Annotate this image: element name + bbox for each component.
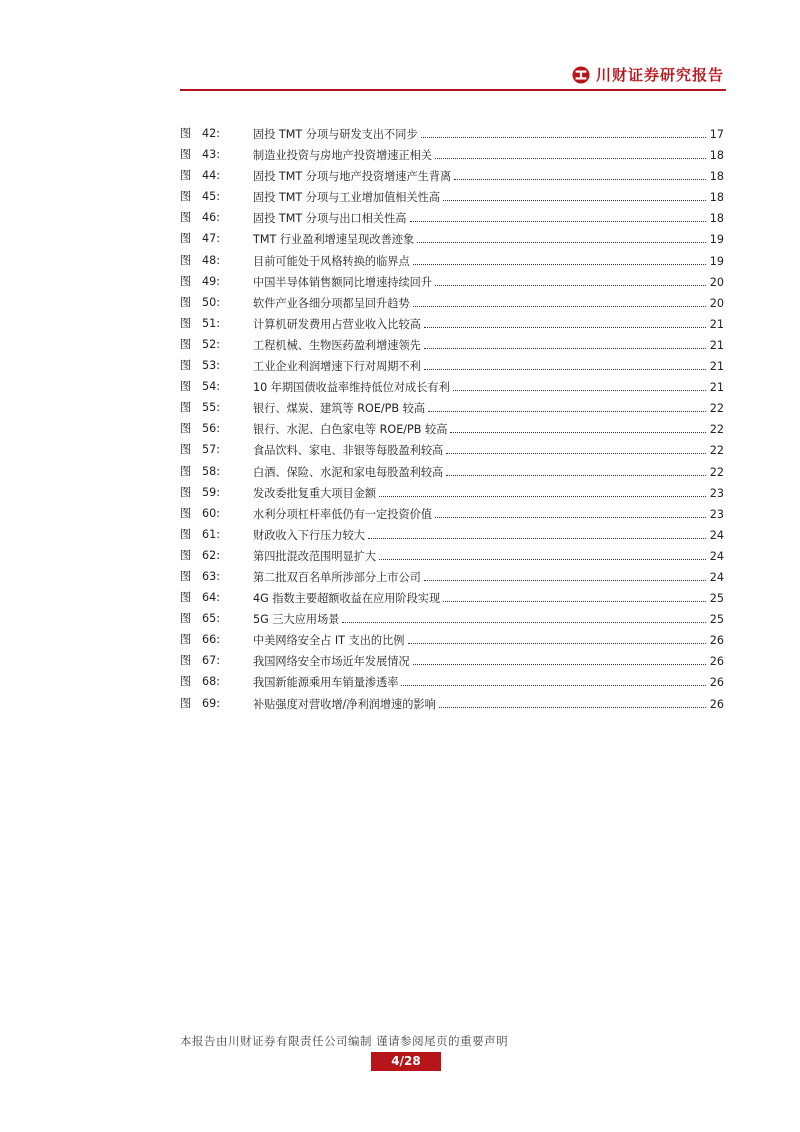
brand-logo-icon xyxy=(572,66,590,84)
toc-entry-caption: 图 xyxy=(180,169,192,183)
dot-leader xyxy=(428,401,706,412)
dot-leader xyxy=(435,507,706,518)
toc-entry-number: 51: xyxy=(202,316,221,330)
toc-entry[interactable] xyxy=(180,612,724,633)
dot-leader xyxy=(417,232,706,243)
toc-entry-caption: 图 xyxy=(180,295,192,309)
dot-leader xyxy=(435,148,706,159)
toc-entry-page: 25 xyxy=(709,613,724,627)
toc-entry-number: 65: xyxy=(202,612,221,626)
toc-entry-title: 固投 TMT 分项与工业增加值相关性高 xyxy=(253,191,441,205)
dot-leader xyxy=(424,570,706,581)
dot-leader xyxy=(450,422,706,433)
toc-entry[interactable] xyxy=(180,528,724,549)
brand-name: 川财证券研究报告 xyxy=(595,66,724,84)
toc-entry-number: 67: xyxy=(202,654,221,668)
toc-entry[interactable] xyxy=(180,317,724,338)
toc-entry-page: 21 xyxy=(709,338,724,352)
toc-entry-title: 补贴强度对营收增/净利润增速的影响 xyxy=(253,697,436,711)
toc-entry-number: 69: xyxy=(202,696,221,710)
toc-entry-title: 我国网络安全市场近年发展情况 xyxy=(253,655,410,669)
toc-entry[interactable] xyxy=(180,633,724,654)
toc-entry[interactable] xyxy=(180,654,724,675)
dot-leader xyxy=(408,633,707,644)
toc-entry-page: 17 xyxy=(709,128,724,141)
toc-entry-title: 第四批混改范围明显扩大 xyxy=(253,549,377,563)
toc-entry-title: 银行、水泥、白色家电等 ROE/PB 较高 xyxy=(253,423,448,437)
toc-entry[interactable] xyxy=(180,443,724,464)
toc-entry-title: 5G 三大应用场景 xyxy=(253,613,340,627)
toc-entry-page: 18 xyxy=(709,212,724,226)
dot-leader xyxy=(443,591,706,602)
toc-entry-number: 61: xyxy=(202,527,221,541)
toc-entry-number: 58: xyxy=(202,464,221,478)
dot-leader xyxy=(446,465,706,476)
dot-leader xyxy=(424,317,706,328)
dot-leader xyxy=(368,528,706,539)
toc-entry-number: 45: xyxy=(202,190,221,204)
toc-entry-title: 食品饮料、家电、非银等每股盈利较高 xyxy=(253,444,444,458)
dot-leader xyxy=(379,486,706,497)
toc-entry-number: 46: xyxy=(202,211,221,225)
toc-entry-number: 56: xyxy=(202,422,221,436)
toc-entry-caption: 图 xyxy=(180,591,192,605)
toc-entry-page: 20 xyxy=(709,296,724,310)
toc-entry-number: 42: xyxy=(202,127,221,140)
toc-entry-caption: 图 xyxy=(180,633,192,647)
toc-entry-page: 22 xyxy=(709,465,724,479)
toc-entry-title: 水利分项杠杆率低仍有一定投资价值 xyxy=(253,507,433,521)
toc-entry[interactable] xyxy=(180,359,724,380)
toc-entry-number: 50: xyxy=(202,295,221,309)
toc-entry-page: 26 xyxy=(709,655,724,669)
toc-entry-title: 中美网络安全占 IT 支出的比例 xyxy=(253,634,405,648)
toc-entry-page: 21 xyxy=(709,381,724,395)
toc-entry-number: 64: xyxy=(202,591,221,605)
toc-entry-caption: 图 xyxy=(180,654,192,668)
toc-entry-caption: 图 xyxy=(180,422,192,436)
toc-entry-title: 制造业投资与房地产投资增速正相关 xyxy=(253,149,433,163)
toc-entry-caption: 图 xyxy=(180,675,192,689)
toc-entry-title: 工程机械、生物医药盈利增速领先 xyxy=(253,338,421,352)
dot-leader xyxy=(454,169,706,180)
toc-entry[interactable] xyxy=(180,697,724,718)
toc-entry[interactable] xyxy=(180,190,724,211)
toc-entry-title: 发改委批复重大项目金额 xyxy=(253,486,377,500)
figure-list xyxy=(180,127,724,718)
toc-entry-number: 47: xyxy=(202,232,221,246)
toc-entry-caption: 图 xyxy=(180,569,192,583)
toc-entry-title: 固投 TMT 分项与出口相关性高 xyxy=(253,212,407,226)
toc-entry-caption: 图 xyxy=(180,232,192,246)
toc-entry-page: 26 xyxy=(709,634,724,648)
toc-entry-number: 66: xyxy=(202,633,221,647)
toc-entry-caption: 图 xyxy=(180,401,192,415)
toc-entry[interactable] xyxy=(180,422,724,443)
dot-leader xyxy=(424,338,706,349)
toc-entry-page: 23 xyxy=(709,486,724,500)
toc-entry-number: 44: xyxy=(202,169,221,183)
toc-entry-number: 52: xyxy=(202,337,221,351)
toc-entry-number: 53: xyxy=(202,359,221,373)
toc-entry-title: 计算机研发费用占营业收入比较高 xyxy=(253,317,421,331)
toc-entry[interactable] xyxy=(180,254,724,275)
toc-entry-number: 43: xyxy=(202,148,221,162)
toc-entry-title: 工业企业利润增速下行对周期不利 xyxy=(253,360,421,374)
toc-entry-caption: 图 xyxy=(180,443,192,457)
toc-entry[interactable] xyxy=(180,296,724,317)
toc-entry-page: 24 xyxy=(709,549,724,563)
toc-entry-page: 24 xyxy=(709,570,724,584)
toc-entry-number: 48: xyxy=(202,253,221,267)
dot-leader xyxy=(443,190,706,201)
dot-leader xyxy=(435,275,706,286)
toc-entry-page: 18 xyxy=(709,191,724,205)
toc-entry-page: 19 xyxy=(709,254,724,268)
toc-entry[interactable] xyxy=(180,401,724,422)
toc-entry[interactable] xyxy=(180,570,724,591)
toc-entry-title: 固投 TMT 分项与研发支出不同步 xyxy=(253,128,418,141)
toc-entry-caption: 图 xyxy=(180,148,192,162)
toc-entry-page: 19 xyxy=(709,233,724,247)
toc-entry-page: 18 xyxy=(709,170,724,184)
toc-entry-caption: 图 xyxy=(180,337,192,351)
toc-entry-number: 49: xyxy=(202,274,221,288)
toc-entry[interactable] xyxy=(180,507,724,528)
toc-entry-title: 白酒、保险、水泥和家电每股盈利较高 xyxy=(253,465,444,479)
footer-disclaimer: 本报告由川财证券有限责任公司编制 谨请参阅尾页的重要声明 xyxy=(180,1034,509,1048)
toc-entry-caption: 图 xyxy=(180,274,192,288)
toc-entry-title: 10 年期国债收益率维持低位对成长有利 xyxy=(253,381,450,395)
toc-entry-number: 59: xyxy=(202,485,221,499)
toc-entry-number: 63: xyxy=(202,569,221,583)
toc-entry[interactable] xyxy=(180,675,724,696)
toc-entry-caption: 图 xyxy=(180,316,192,330)
dot-leader xyxy=(446,443,706,454)
toc-entry[interactable] xyxy=(180,211,724,232)
toc-entry[interactable] xyxy=(180,549,724,570)
toc-entry-title: 第二批双百名单所涉部分上市公司 xyxy=(253,570,421,584)
toc-entry-number: 62: xyxy=(202,548,221,562)
toc-entry-title: 中国半导体销售额同比增速持续回升 xyxy=(253,275,433,289)
toc-entry-title: 4G 指数主要超额收益在应用阶段实现 xyxy=(253,592,441,606)
toc-entry[interactable] xyxy=(180,486,724,507)
brand xyxy=(572,64,724,85)
toc-entry-title: 目前可能处于风格转换的临界点 xyxy=(253,254,410,268)
toc-entry-page: 22 xyxy=(709,423,724,437)
toc-entry[interactable] xyxy=(180,232,724,253)
toc-entry-caption: 图 xyxy=(180,485,192,499)
toc-entry-title: 财政收入下行压力较大 xyxy=(253,528,365,542)
toc-entry[interactable] xyxy=(180,338,724,359)
dot-leader xyxy=(424,359,706,370)
toc-entry[interactable] xyxy=(180,127,724,148)
toc-entry-page: 23 xyxy=(709,507,724,521)
toc-entry-caption: 图 xyxy=(180,211,192,225)
toc-entry-page: 21 xyxy=(709,317,724,331)
toc-entry[interactable] xyxy=(180,465,724,486)
toc-entry-caption: 图 xyxy=(180,190,192,204)
toc-entry-page: 22 xyxy=(709,402,724,416)
dot-leader xyxy=(413,654,706,665)
toc-entry-title: 银行、煤炭、建筑等 ROE/PB 较高 xyxy=(253,402,426,416)
toc-entry-number: 68: xyxy=(202,675,221,689)
page-header xyxy=(180,62,726,92)
dot-leader xyxy=(421,127,706,138)
toc-entry[interactable] xyxy=(180,169,724,190)
toc-entry[interactable] xyxy=(180,591,724,612)
toc-entry[interactable] xyxy=(180,275,724,296)
toc-entry-caption: 图 xyxy=(180,464,192,478)
toc-entry-caption: 图 xyxy=(180,506,192,520)
toc-entry[interactable] xyxy=(180,380,724,401)
page-number: 4/28 xyxy=(371,1052,441,1071)
dot-leader xyxy=(410,211,707,222)
toc-entry-caption: 图 xyxy=(180,612,192,626)
dot-leader xyxy=(379,549,706,560)
toc-entry-caption: 图 xyxy=(180,380,192,394)
toc-entry-number: 57: xyxy=(202,443,221,457)
toc-entry-page: 22 xyxy=(709,444,724,458)
toc-entry-number: 55: xyxy=(202,401,221,415)
toc-entry-caption: 图 xyxy=(180,696,192,710)
toc-entry-caption: 图 xyxy=(180,548,192,562)
toc-entry-title: 我国新能源乘用车销量渗透率 xyxy=(253,676,399,690)
header-rule xyxy=(180,89,726,91)
toc-entry-page: 24 xyxy=(709,528,724,542)
toc-entry-page: 25 xyxy=(709,592,724,606)
toc-entry-page: 21 xyxy=(709,360,724,374)
toc-entry-caption: 图 xyxy=(180,359,192,373)
dot-leader xyxy=(401,675,706,686)
dot-leader xyxy=(342,612,706,623)
toc-entry[interactable] xyxy=(180,148,724,169)
dot-leader xyxy=(413,254,706,265)
toc-entry-title: 软件产业各细分项都呈回升趋势 xyxy=(253,296,410,310)
toc-entry-title: TMT 行业盈利增速呈现改善迹象 xyxy=(253,233,415,247)
toc-entry-page: 26 xyxy=(709,676,724,690)
toc-entry-number: 60: xyxy=(202,506,221,520)
toc-entry-caption: 图 xyxy=(180,127,192,140)
toc-entry-title: 固投 TMT 分项与地产投资增速产生背离 xyxy=(253,170,452,184)
dot-leader xyxy=(439,697,706,708)
dot-leader xyxy=(413,296,706,307)
toc-entry-page: 18 xyxy=(709,149,724,163)
toc-entry-page: 26 xyxy=(709,697,724,711)
toc-entry-caption: 图 xyxy=(180,253,192,267)
dot-leader xyxy=(453,380,706,391)
toc-entry-caption: 图 xyxy=(180,527,192,541)
toc-entry-number: 54: xyxy=(202,380,221,394)
toc-entry-page: 20 xyxy=(709,275,724,289)
